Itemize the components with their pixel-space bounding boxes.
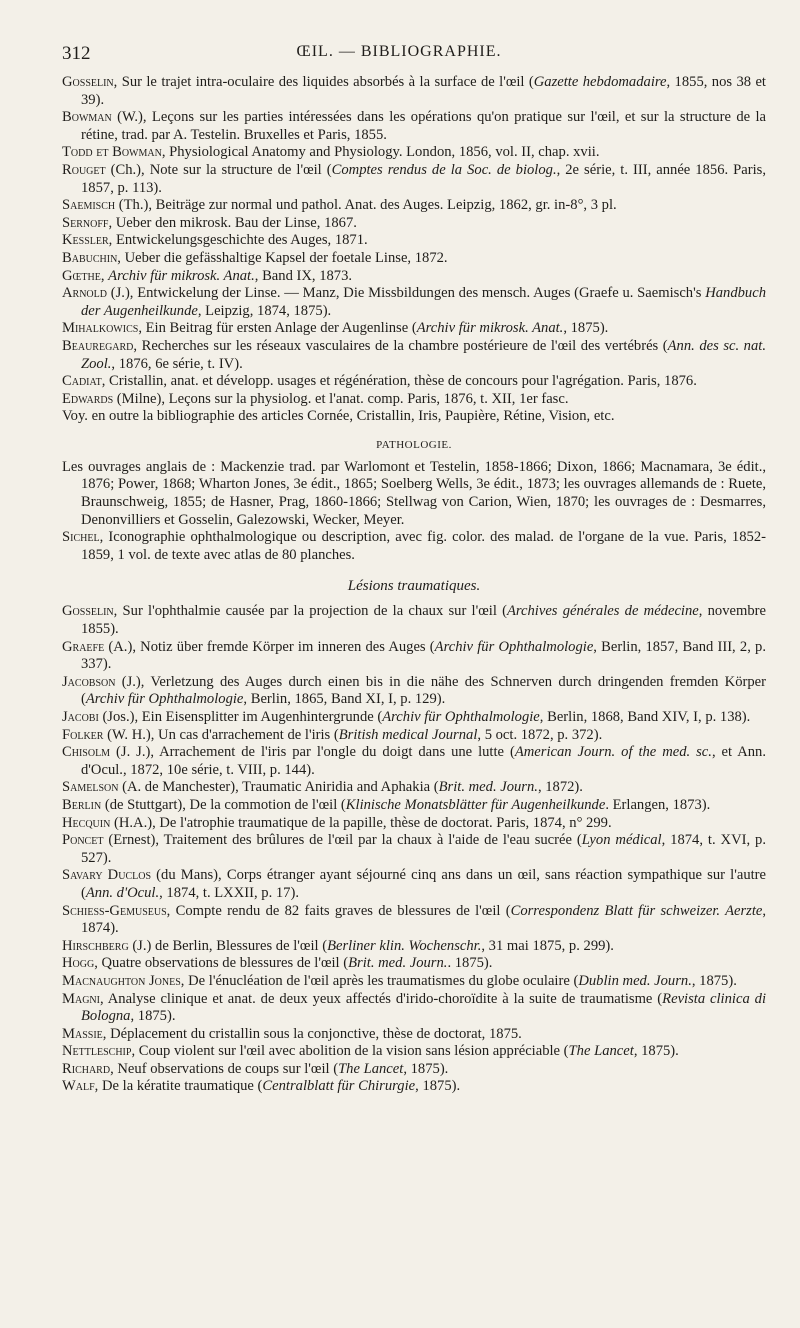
entry-text: , Coup violent sur l'œil avec abolition de la vision sans lésion appréciable ( xyxy=(131,1043,569,1060)
entry-text: , et Ann. d'Ocul., 1872, 10e série, t. VIII, p. 144). xyxy=(81,744,767,778)
entry-text: , Entwickelungsgeschichte des Auges, 1871. xyxy=(108,232,368,249)
bibliography-entry xyxy=(62,973,766,991)
entry-author: Poncet xyxy=(62,832,104,849)
entry-text: . Erlangen, 1873). xyxy=(605,796,711,813)
entry-author: Kessler xyxy=(62,232,109,249)
entry-text: (J.) de Berlin, Blessures de l'œil ( xyxy=(128,937,328,954)
entry-author: Magni xyxy=(62,990,100,1007)
entry-author: Macnaughton Jones xyxy=(62,972,181,989)
bibliography-entry xyxy=(62,144,766,162)
bibliography-entry xyxy=(62,709,766,727)
entry-text: , 1874, t. XVI, p. 527). xyxy=(81,832,766,866)
entry-author: Bowman xyxy=(62,109,112,126)
entry-work-title: American Journ. of the med. sc. xyxy=(514,744,712,761)
entry-author: Hirschberg xyxy=(62,937,129,954)
entry-text: , Leipzig, 1874, 1875). xyxy=(197,302,332,319)
bibliography-entry xyxy=(62,832,766,867)
entry-text: , 1875). xyxy=(130,1008,176,1025)
entry-author: Gosselin xyxy=(62,74,114,90)
bibliography-entry xyxy=(62,674,766,709)
entry-text: , Berlin, 1857, Band III, 2, p. 337). xyxy=(81,638,766,673)
entry-text: , 1855, nos 38 et 39). xyxy=(81,74,766,108)
entry-text: , Quatre observations de blessures de l'œil ( xyxy=(94,955,349,972)
entry-author: Berlin xyxy=(62,796,102,813)
page-header xyxy=(62,38,766,72)
entry-author: Arnold xyxy=(62,285,107,302)
entry-text: , 1875). xyxy=(691,972,737,989)
running-title: ŒIL. — BIBLIOGRAPHIE. xyxy=(296,43,502,60)
entry-author: Massie xyxy=(62,1025,103,1042)
entry-text: , Berlin, 1868, Band XIV, I, p. 138). xyxy=(539,709,751,725)
entry-author: Jacobson xyxy=(62,673,116,690)
bibliography-entry xyxy=(62,109,766,144)
bibliography-entry xyxy=(62,779,766,797)
entry-work-title: Gazette hebdomadaire xyxy=(533,74,667,90)
entry-text: , 1874, t. LXXII, p. 17). xyxy=(159,884,299,901)
entry-author: Rouget xyxy=(62,161,106,178)
bibliography-entry xyxy=(62,197,766,215)
entry-work-title: British medical Journal xyxy=(338,726,478,743)
entry-author: Todd et Bowman xyxy=(62,144,162,161)
entry-text: , 1872). xyxy=(537,779,583,796)
entry-text: (Milne), Leçons sur la physiolog. et l'anat. comp. Paris, 1876, t. XII, 1er fasc. xyxy=(113,390,569,407)
entry-author: Gœthe xyxy=(62,267,101,284)
entry-text: , novembre 1855). xyxy=(81,603,766,638)
entry-author: Schiess-Gemuseus xyxy=(62,902,167,919)
entry-author: Samelson xyxy=(62,779,119,796)
entry-text: , Déplacement du cristallin sous la conjonctive, thèse de doctorat, 1875. xyxy=(102,1025,522,1042)
bibliography-entry xyxy=(62,603,766,638)
entry-text: , Physiological Anatomy and Physiology. London, 1856, vol. II, chap. xvii. xyxy=(161,144,600,161)
entry-work-title: Archiv für Ophthalmologie xyxy=(382,709,540,725)
entry-text: (du Mans), Corps étranger ayant séjourné cinq ans dans un œil, sans réaction sympathique sur l'autre ( xyxy=(81,867,767,901)
bibliography-entry xyxy=(62,338,766,373)
bibliography-entry xyxy=(62,285,766,320)
entry-text: , 1875). xyxy=(563,320,609,337)
entry-author: Hecquin xyxy=(62,814,111,831)
entry-work-title: Dublin med. Journ. xyxy=(578,972,692,989)
entry-work-title: Brit. med. Journ. xyxy=(438,779,538,796)
entry-text: Voy. en outre la bibliographie des articles Cornée, Cristallin, Iris, Paupière, Rétine, Vision, etc. xyxy=(62,408,615,425)
bibliography-entry xyxy=(62,1026,766,1044)
entry-text: (de Stuttgart), De la commotion de l'œil ( xyxy=(101,796,346,813)
entry-work-title: Archives générales de médecine xyxy=(506,603,699,620)
entry-work-title: Brit. med. Journ. xyxy=(348,955,448,972)
entry-text: (Jos.), Ein Eisensplitter im Augenhintergrunde ( xyxy=(98,709,383,725)
entry-text: , Analyse clinique et anat. de deux yeux affectés d'irido-choroïdite à la suite de traumatisme ( xyxy=(99,990,663,1007)
entry-text: (A. de Manchester), Traumatic Aniridia and Aphakia ( xyxy=(118,779,439,796)
entry-text: , Cristallin, anat. et développ. usages et régénération, thèse de concours pour l'agrégation. Paris, 1876. xyxy=(101,373,697,390)
bibliography-entry xyxy=(62,1078,766,1096)
entry-author: Cadiat xyxy=(62,373,102,390)
subsection-heading-traumatic: Lésions traumatiques. xyxy=(347,578,481,595)
entry-text: (A.), Notiz über fremde Körper im inneren des Auges ( xyxy=(104,638,435,655)
bibliography-entry xyxy=(62,1043,766,1061)
bibliography-entry xyxy=(62,797,766,815)
entry-work-title: Archiv für mikrosk. Anat. xyxy=(108,267,255,284)
page-number: 312 xyxy=(62,43,91,64)
pathologie-paragraph: Les ouvrages anglais de : Mackenzie trad. par Warlomont et Testelin, 1858-1866; Dixon, 1866; Macnamara, 3e édit., 1876; Power, 1868; Wharton Jones, 3e édit., 1865; Soelberg Wells, 3e édit., 1873; les ouvrages allemands de : Ruete, Braunschweig, 1855; de Hasner, Prag, 1860-1866; Stellwag von Carion, Wien, 1870; les ouvrages de : Desmarres, Denonvilliers et Gosselin, Galezowski, Wecker, Meyer. xyxy=(62,458,766,528)
bibliography-entry xyxy=(62,232,766,250)
entry-author: Beauregard xyxy=(62,337,134,354)
entry-author: Folker xyxy=(62,726,104,743)
entry-author: Babuchin xyxy=(62,249,118,266)
bibliography-entry xyxy=(62,639,766,674)
entry-text: (Ernest), Traitement des brûlures de l'œil par la chaux à l'aide de l'eau sucrée ( xyxy=(103,832,582,849)
bibliography-entry xyxy=(62,744,766,779)
entry-text: , 1875). xyxy=(633,1043,679,1060)
entry-text: (W. H.), Un cas d'arrachement de l'iris ( xyxy=(103,726,339,743)
bibliography-entry xyxy=(62,268,766,286)
entry-work-title: Lyon médical xyxy=(581,832,662,849)
entry-work-title: Archiv für Ophthalmologie xyxy=(434,638,594,655)
entry-work-title: The Lancet xyxy=(338,1060,404,1077)
bibliography-entry xyxy=(62,250,766,268)
entry-text: , 1874). xyxy=(81,902,767,937)
entry-work-title: Berliner klin. Wochenschr. xyxy=(327,937,482,954)
bibliography-entry xyxy=(62,955,766,973)
entry-text: , Recherches sur les réseaux vasculaires de la chambre postérieure de l'œil des vertébrés ( xyxy=(133,337,668,354)
entry-work-title: The Lancet xyxy=(568,1043,634,1060)
entry-text: , Ueber den mikrosk. Bau der Linse, 1867. xyxy=(108,214,357,231)
entry-text: , Ein Beitrag für ersten Anlage der Augenlinse ( xyxy=(138,320,417,337)
entry-text: , Berlin, 1865, Band XI, I, p. 129). xyxy=(243,691,446,708)
bibliography-entry xyxy=(62,727,766,745)
entry-text: , Iconographie ophthalmologique ou description, avec fig. color. des malad. de l'organe de la vue. Paris, 1852-1859, 1 vol. de texte avec atlas de 80 planches. xyxy=(81,529,766,563)
bibliography-entry xyxy=(62,867,766,902)
entry-text: (W.), Leçons sur les parties intéressées dans les opérations qu'on pratique sur l'œil, et sur la structure de la rétine, trad. par A. Testelin. Bruxelles et Paris, 1855. xyxy=(81,109,766,143)
entry-work-title: Ann. d'Ocul. xyxy=(85,884,160,901)
bibliography-entry xyxy=(62,215,766,233)
entry-work-title: Centralblatt für Chirurgie xyxy=(262,1078,416,1095)
entry-text: , Sur le trajet intra-oculaire des liquides absorbés à la surface de l'œil ( xyxy=(113,74,534,90)
entry-text: (H.A.), De l'atrophie traumatique de la papille, thèse de doctorat. Paris, 1874, n° 299. xyxy=(110,814,612,831)
entry-author: Nettleschip xyxy=(62,1043,132,1060)
entry-author: Edwards xyxy=(62,390,114,407)
entry-author: Walf xyxy=(62,1078,95,1095)
bibliography-entry xyxy=(62,938,766,956)
entry-work-title: Ann. des sc. nat. Zool. xyxy=(81,337,766,372)
entry-work-title: Correspondenz Blatt für schweizer. Aerzte xyxy=(510,902,763,919)
entry-author: Mihalkowics xyxy=(62,320,139,337)
entry-work-title: Archiv für Ophthalmologie xyxy=(85,691,244,708)
entry-work-title: Handbuch der Augenheilkunde xyxy=(81,285,766,319)
entry-work-title: Klinische Monatsblätter für Augenheilkunde xyxy=(345,796,606,813)
bibliography-list-traumatic xyxy=(62,603,766,1096)
entry-text: (J.), Entwickelung der Linse. — Manz, Die Missbildungen des mensch. Auges (Graefe u. Saemisch's xyxy=(106,285,706,302)
entry-text: (Ch.), Note sur la structure de l'œil ( xyxy=(105,161,332,178)
entry-text: , 1876, 6e série, t. IV). xyxy=(111,355,243,372)
entry-text: , 1875). xyxy=(415,1078,461,1095)
entry-text: , Band IX, 1873. xyxy=(254,267,353,284)
bibliography-entry xyxy=(62,162,766,197)
bibliography-list-sichel xyxy=(62,529,766,564)
entry-author: Saemisch xyxy=(62,197,116,214)
entry-work-title: Comptes rendus de la Soc. de biolog. xyxy=(331,161,557,178)
entry-text: , 31 mai 1875, p. 299). xyxy=(481,937,614,954)
entry-author: Jacobi xyxy=(62,709,99,725)
entry-author: Gosselin xyxy=(62,603,114,620)
bibliography-entry xyxy=(62,529,766,564)
entry-author: Sichel xyxy=(62,529,100,546)
bibliography-entry xyxy=(62,815,766,833)
bibliography-entry xyxy=(62,903,766,938)
entry-text: (Th.), Beiträge zur normal und pathol. Anat. des Auges. Leipzig, 1862, gr. in-8°, 3 pl. xyxy=(115,197,617,214)
bibliography-entry xyxy=(62,991,766,1026)
entry-work-title: Archiv für mikrosk. Anat. xyxy=(416,320,564,337)
bibliography-entry xyxy=(62,408,766,426)
bibliography-list-anatomy xyxy=(62,74,766,426)
entry-text: . 1875). xyxy=(447,955,493,972)
entry-author: Graefe xyxy=(62,638,105,655)
entry-author: Hogg xyxy=(62,955,95,972)
entry-text: , 1875). xyxy=(403,1060,449,1077)
entry-text: , 2e série, t. III, année 1856. Paris, 1857, p. 113). xyxy=(81,161,767,196)
entry-work-title: Revista clinica di Bologna xyxy=(81,990,766,1025)
entry-text: , Ueber die gefässhaltige Kapsel der foetale Linse, 1872. xyxy=(117,249,448,266)
entry-text: , Compte rendu de 82 faits graves de blessures de l'œil ( xyxy=(166,902,511,919)
bibliography-entry xyxy=(62,391,766,409)
bibliography-entry xyxy=(62,320,766,338)
entry-text: , 5 oct. 1872, p. 372). xyxy=(477,726,603,743)
entry-text: (J.), Verletzung des Auges durch einen bis in die nähe des Schnerven durch dringenden fremden Körper ( xyxy=(81,673,766,708)
entry-author: Chisolm xyxy=(62,744,111,761)
section-heading-pathologie: PATHOLOGIE. xyxy=(376,438,452,451)
entry-text: , Neuf observations de coups sur l'œil ( xyxy=(110,1060,339,1077)
bibliography-entry xyxy=(62,373,766,391)
entry-text: , xyxy=(100,267,109,284)
entry-author: Sernoff xyxy=(62,214,109,231)
entry-author: Richard xyxy=(62,1060,111,1077)
entry-text: , De la kératite traumatique ( xyxy=(94,1078,263,1095)
entry-text: , De l'énucléation de l'œil après les traumatismes du globe oculaire ( xyxy=(180,972,579,989)
bibliography-entry xyxy=(62,1061,766,1079)
entry-author: Savary Duclos xyxy=(62,867,152,884)
bibliography-entry xyxy=(62,74,766,109)
entry-text: , Sur l'ophthalmie causée par la projection de la chaux sur l'œil ( xyxy=(113,603,507,620)
entry-text: (J. J.), Arrachement de l'iris par l'ongle du doigt dans une lutte ( xyxy=(110,744,515,761)
